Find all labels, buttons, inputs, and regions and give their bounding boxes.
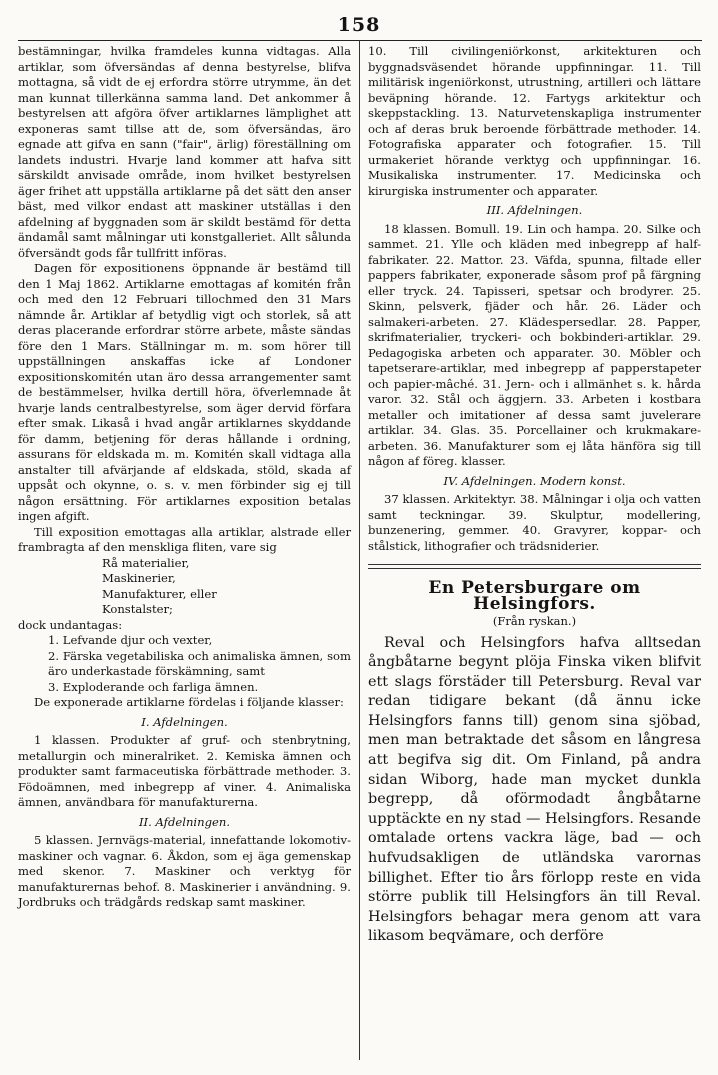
section-heading-2: II. Afdelningen. xyxy=(138,814,231,829)
exceptions-intro: dock undantagas: xyxy=(18,617,123,632)
right-column xyxy=(368,44,701,947)
list-item: 1. Lefvande djur och vexter, xyxy=(48,633,213,647)
left-column xyxy=(18,44,351,911)
article-separator xyxy=(368,564,701,565)
article-body: Reval och Helsingfors hafva alltsedan ångbåtarne begynt plöja Finska viken blifvit ett slags förstäder till Petersburg. Reval var redan tidigare bekant (då ännu icke Helsingfors fanns till) genom sina sjöbad, men man betraktade det såsom en långresa att begifva sig dit. Om Finland, på andra sidan Wiborg, hade man mycket dunkla begrepp, då oförmodadt ångbåtarne upptäckte en ny stad — Helsingfors. Resande omtalade ortens vackra läge, bad — och hufvudsakligen de utländska varornas billighet. Efter tio års förlopp reste en vida större publik till Helsingfors än till Reval. Helsingfors behagar mera genom att vara likasom beqvämare, och derföre xyxy=(368,634,701,945)
right-paragraph-3: 37 klassen. Arkitektyr. 38. Målningar i olja och vatten samt teckningar. 39. Skulptur, modellering, bunzenering, gemmer. 40. Gravyrer, koppar- och stålstick, lithografier och trädsniderier. xyxy=(368,492,701,553)
list-item: Konstalster; xyxy=(102,602,173,616)
article-subheading: (Från ryskan.) xyxy=(492,614,577,628)
article-separator xyxy=(368,568,701,569)
left-paragraph-2: Dagen för expositionens öppnande är bestämd till den 1 Maj 1862. Artiklarne emottagas af komitén från och med den 12 Februari tillochmed den 31 Mars nämnde år. Artiklar af betydlig vigt och storlek, så att deras placerande erfordrar större arbete, måste sändas före den 1 Mars. Ställningar m. m. som hörer till uppställningen anskaffas icke af Londoner expositionskomitén utan äro dessa arrangementer samt de bestämmelser, hvilka dertill höra, öfverlemnade åt hvarje lands centralbestyrelse, som äger dervid förfara efter smak. Likaså i hvad angår artiklarnes skyddande för damm, betjening för deras hållande i ordning, assurans för eldskada m. m. Komitén skall vidtaga alla anstalter till afvärjande af eldskada, stöld, skada af uppsåt och okynne, o. s. v. men förbinder sig ej till någon ersättning. För artiklarnes exposition betalas ingen afgift. xyxy=(18,261,351,523)
article-headline: En Petersburgare om Helsingfors. xyxy=(428,578,641,614)
section-heading-1: I. Afdelningen. xyxy=(141,714,228,729)
section-heading-3: III. Afdelningen. xyxy=(486,203,583,217)
list-item: 2. Färska vegetabiliska och animaliska ämnen, som äro underkastade förskämning, samt xyxy=(48,648,351,678)
section-heading-4: IV. Afdelningen. Modern konst. xyxy=(443,473,626,488)
left-paragraph-3: Till exposition emottagas alla artiklar, alstrade eller frambragta af den menskliga fliten, vare sig xyxy=(18,524,351,554)
page-number: 158 xyxy=(337,14,381,36)
top-rule xyxy=(18,40,702,41)
column-divider xyxy=(359,40,360,1060)
list-item: 3. Exploderande och farliga ämnen. xyxy=(48,679,259,694)
list-item: Maskinerier, xyxy=(102,571,176,585)
list-item: Manufakturer, eller xyxy=(102,586,217,601)
right-paragraph-2: 18 klassen. Bomull. 19. Lin och hampa. 20. Silke och sammet. 21. Ylle och kläden med inbegrepp af half-fabrikater. 22. Mattor. 23. Väfda, spunna, filtade eller pappers fabrikater, exponerade såsom prof på färgning eller tryck. 24. Tapisseri, spetsar och brodyrer. 25. Skinn, pelsverk, fjäder och hår. 26. Läder och salmakeri-arbeten. 27. Klädespersedlar. 28. Papper, skrifmaterialier, tryckeri- och bokbinderi-artiklar. 29. Pedagogiska arbeten och apparater. 30. Möbler och tapetserare-artiklar, med inbegrepp af papperstapeter och papier-mâché. 31. Jern- och i allmänhet s. k. hårda varor. 32. Stål och äggjern. 33. Arbeten i kostbara metaller och imitationer af dessa samt juvelerare artiklar. 34. Glas. 35. Porcellainer och krukmakare-arbeten. 36. Manufakturer som ej låta hänföra sig till någon af föreg. klasser. xyxy=(368,221,701,468)
left-paragraph-5: 1 klassen. Produkter af gruf- och stenbrytning, metallurgin och mineralriket. 2. Kemiska ämnen och produkter samt farmaceutiska förbättrade methoder. 3. Födoämnen, med inbegrepp af viner. 4. Animaliska ämnen, användbara för manufakturerna. xyxy=(18,733,351,809)
exceptions-list xyxy=(18,633,351,695)
left-paragraph-6: 5 klassen. Jernvägs-material, innefattande lokomotiv-maskiner och vagnar. 6. Åkdon, som ej äga gemenskap med skenor. 7. Maskiner och verktyg för manufakturernas behof. 8. Maskinerier i användning. 9. Jordbruks och trädgårds redskap samt maskiner. xyxy=(18,833,351,909)
right-paragraph-1: 10. Till civilingeniörkonst, arkitekturen och byggnadsväsendet hörande uppfinningar. 11. Till militärisk ingeniörkonst, utrustning, artilleri och lättare beväpning hörande. 12. Fartygs arkitektur och skeppstackling. 13. Naturvetenskapliga instrumenter och af deras bruk beroende förbättrade methoder. 14. Fotografiska apparater och fotografier. 15. Till urmakeriet hörande verktyg och uppfinningar. 16. Musikaliska instrumenter. 17. Medicinska och kirurgiska instrumenter och apparater. xyxy=(368,44,701,198)
left-paragraph-4: De exponerade artiklarne fördelas i följande klasser: xyxy=(34,695,344,709)
left-paragraph-1: bestämningar, hvilka framdeles kunna vidtagas. Alla artiklar, som öfversändas af denna bestyrelse, blifva mottagna, så vidt de ej erfordra större utrymme, än det man kunnat tillerkänna samma land. Det ankommer å bestyrelsen att afgöra öfver artiklarnes lämplighet att exponeras samt tillse att de, som öfversändas, äro egnade att gifva en sann ("fair", ärlig) föreställning om landets industri. Hvarje land kommer att hafva sitt särskildt anvisade område, inom hvilket bestyrelsen äger frihet att uppställa artiklarne på det sätt den anser bäst, med vilkor endast att maskiner utställas i den afdelning af byggnaden som är skildt bestämd för detta ändamål samt målningar uti konstgalleriet. Allt sålunda öfversändt gods får tullfritt införas. xyxy=(18,44,351,260)
list-item: Rå materialier, xyxy=(102,555,190,570)
article-categories xyxy=(18,556,351,618)
